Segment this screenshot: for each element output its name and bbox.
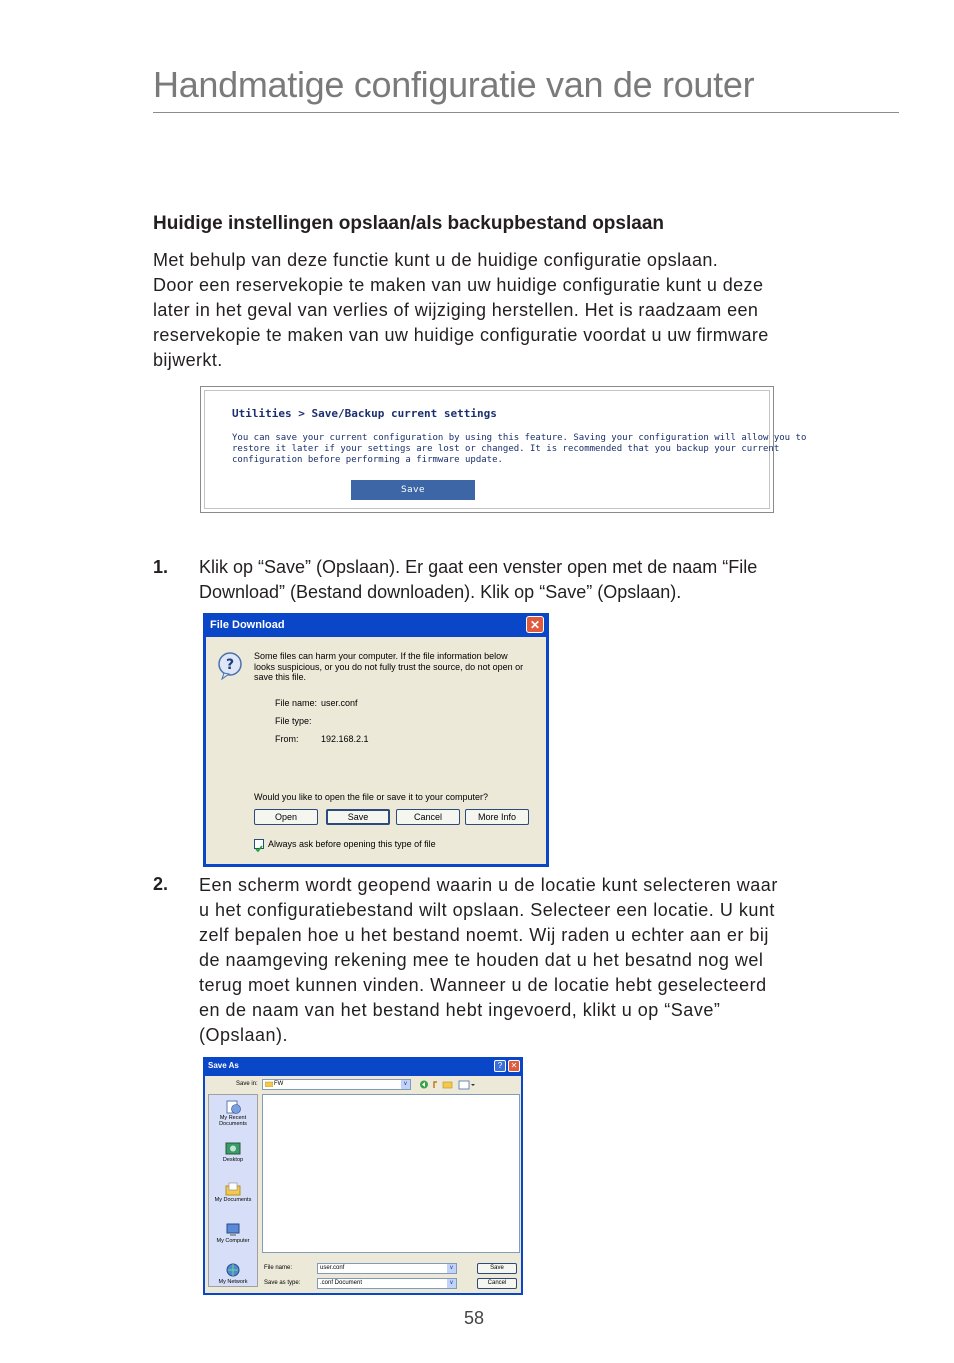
step-1-line: Klik op “Save” (Opslaan). Er gaat een venster open met de naam “File (199, 557, 758, 577)
file-name-label: File name: (275, 698, 318, 708)
file-list[interactable] (262, 1094, 520, 1253)
save-in-dropdown[interactable] (262, 1079, 411, 1090)
save-as-titlebar (205, 1057, 521, 1076)
from-label: From: (275, 734, 299, 744)
checkmark-icon (255, 845, 263, 853)
place-label: My Recent Documents (219, 1115, 247, 1127)
web-ui-screenshot (200, 386, 807, 513)
step-2-line: (Opslaan). (199, 1025, 289, 1045)
place-label: Desktop (222, 1157, 244, 1163)
save-as-type-label: Save as type: (264, 1280, 301, 1286)
step-1-line: Download” (Bestand downloaden). Klik op “Save” (Opslaan). (199, 582, 682, 602)
place-label: My Computer (216, 1238, 250, 1244)
save-in-label: Save in: (236, 1081, 258, 1087)
place-my-computer[interactable] (209, 1222, 257, 1244)
file-type-label: File type: (275, 716, 312, 726)
chevron-down-icon: ∨ (447, 1264, 456, 1273)
save-as-type-select[interactable] (317, 1278, 457, 1289)
places-bar (208, 1094, 258, 1287)
file-name-value: user.conf (320, 1265, 345, 1271)
my-computer-icon (224, 1222, 242, 1238)
my-network-icon (224, 1263, 242, 1279)
title-divider (153, 112, 899, 113)
web-ui-text-line: You can save your current configuration by using this feature. Saving your configuration will allow you to (232, 433, 807, 443)
step-2-line: de naamgeving rekening mee te houden dat u het besatnd nog wel (199, 950, 764, 970)
step-2-number: 2. (153, 874, 169, 894)
step-2-line: en de naam van het bestand hebt ingevoerd, klikt u op “Save” (199, 1000, 721, 1020)
file-download-title: File Download (210, 619, 285, 631)
web-ui-breadcrumb: Utilities > Save/Backup current settings (232, 407, 497, 420)
step-1-number: 1. (153, 557, 169, 577)
file-name-field[interactable] (317, 1263, 457, 1274)
chevron-down-icon: ∨ (401, 1080, 410, 1089)
file-download-question: Would you like to open the file or save it to your computer? (254, 792, 488, 802)
more-info-button[interactable]: More Info (465, 809, 529, 825)
intro-paragraph (153, 248, 769, 373)
help-icon[interactable]: ? (494, 1060, 506, 1072)
warning-line: Some files can harm your computer. If the file information below (254, 651, 508, 661)
intro-line: Door een reservekopie te maken van uw huidige configuratie kunt u deze (153, 275, 764, 295)
place-my-network[interactable] (209, 1263, 257, 1285)
place-my-documents[interactable] (209, 1181, 257, 1203)
question-icon (215, 650, 245, 680)
step-2-line: zelf bepalen hoe u het bestand noemt. Wij raden u echter aan er bij (199, 925, 769, 945)
file-download-titlebar (206, 613, 546, 637)
web-ui-text-line: configuration before performing a firmware update. (232, 455, 503, 465)
save-in-value: FW (274, 1081, 284, 1087)
step-1-text (199, 555, 757, 605)
save-as-dialog (203, 1057, 523, 1295)
desktop-icon (224, 1141, 242, 1157)
step-2-line: terug moet kunnen vinden. Wanneer u de locatie hebt geselecteerd (199, 975, 767, 995)
save-button[interactable]: Save (477, 1263, 517, 1274)
open-button[interactable]: Open (254, 809, 318, 825)
recent-documents-icon (224, 1099, 242, 1115)
toolbar-icons (419, 1079, 477, 1090)
place-label: My Documents (214, 1197, 252, 1203)
cancel-button[interactable]: Cancel (396, 809, 460, 825)
page-title: Handmatige configuratie van de router (153, 64, 755, 105)
warning-line: looks suspicious, or you do not fully trust the source, do not open or (254, 661, 524, 672)
web-ui-save-button[interactable]: Save (351, 480, 475, 500)
file-name-label: File name: (264, 1265, 293, 1271)
cancel-button[interactable]: Cancel (477, 1278, 517, 1289)
svg-text:?: ? (225, 657, 235, 673)
save-as-title: Save As (208, 1061, 239, 1070)
step-2-line: u het configuratiebestand wilt opslaan. Selecteer een locatie. U kunt (199, 900, 775, 920)
page-number: 58 (464, 1308, 485, 1328)
file-download-dialog (203, 613, 549, 867)
file-download-warning (254, 651, 523, 683)
step-2-line: Een scherm wordt geopend waarin u de locatie kunt selecteren waar (199, 875, 778, 895)
always-ask-checkbox[interactable] (254, 839, 264, 849)
file-download-body (206, 637, 546, 864)
from-value: 192.168.2.1 (321, 734, 369, 744)
close-icon[interactable]: ✕ (508, 1060, 520, 1072)
step-2-text (199, 873, 778, 1048)
file-name-value: user.conf (321, 698, 358, 708)
intro-line: Met behulp van deze functie kunt u de huidige configuratie opslaan. (153, 250, 719, 270)
chevron-down-icon: ∨ (447, 1279, 456, 1288)
section-heading: Huidige instellingen opslaan/als backupbestand opslaan (153, 213, 664, 234)
web-ui-description (232, 433, 806, 466)
warning-line: save this file. (254, 672, 307, 682)
intro-line: bijwerkt. (153, 350, 223, 370)
folder-icon (265, 1081, 273, 1087)
intro-line: later in het geval van verlies of wijziging herstellen. Het is raadzaam een (153, 300, 759, 320)
close-icon[interactable]: ✕ (526, 616, 544, 633)
place-label: My Network (218, 1279, 248, 1285)
place-desktop[interactable] (209, 1141, 257, 1163)
my-documents-icon (224, 1181, 242, 1197)
place-recent[interactable] (209, 1099, 257, 1127)
save-as-type-value: .conf Document (320, 1280, 363, 1286)
save-as-body (205, 1076, 521, 1293)
intro-line: reservekopie te maken van uw huidige configuratie voordat u uw firmware (153, 325, 769, 345)
web-ui-text-line: restore it later if your settings are lost or changed. It is recommended that you backup your current (232, 444, 780, 454)
always-ask-label: Always ask before opening this type of file (268, 839, 436, 849)
save-button[interactable]: Save (326, 809, 390, 825)
web-ui-frame (204, 390, 807, 509)
